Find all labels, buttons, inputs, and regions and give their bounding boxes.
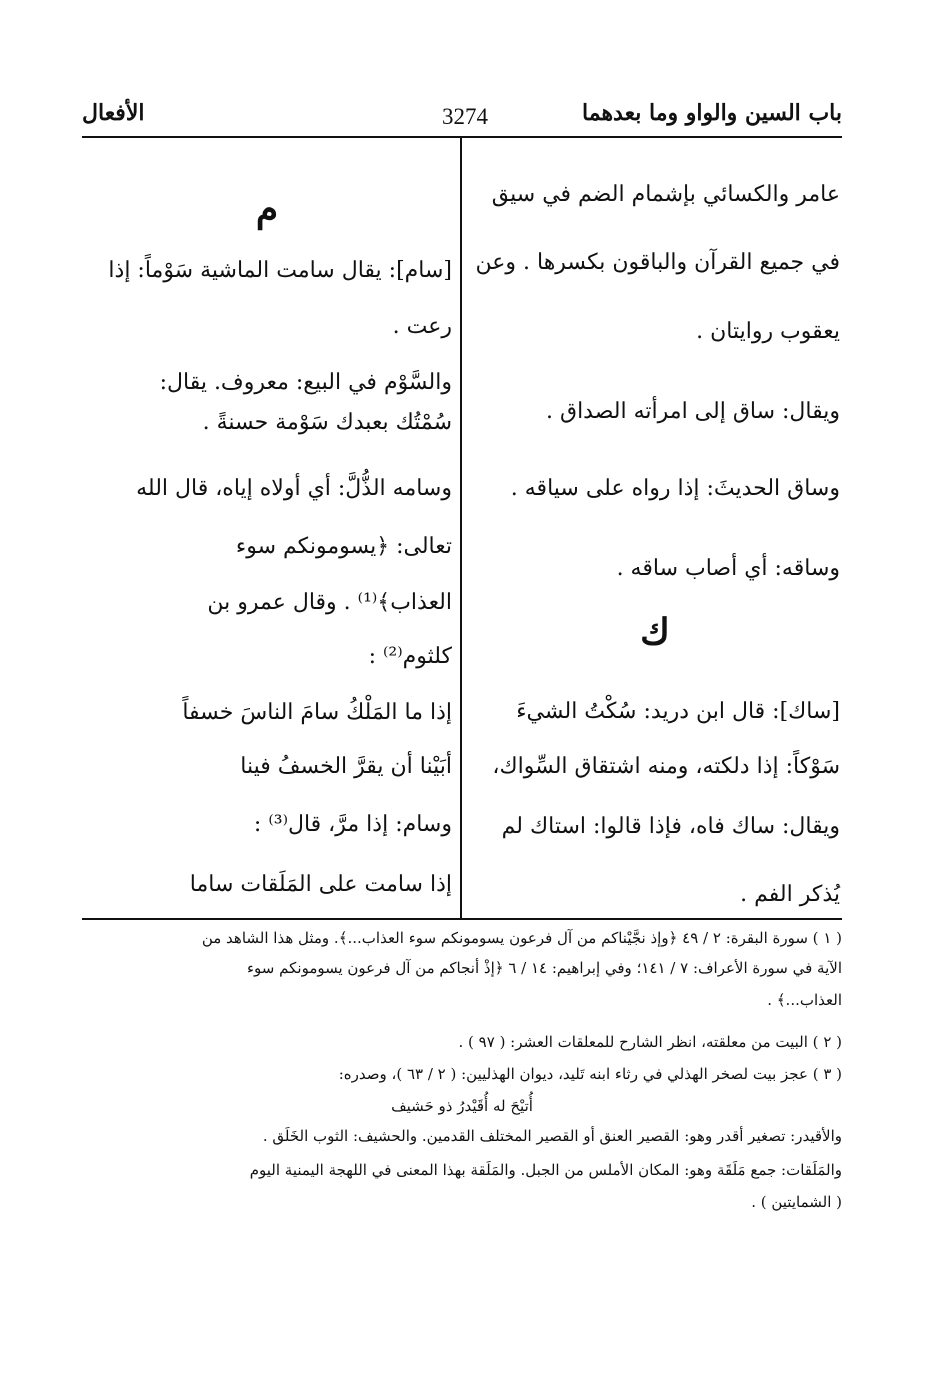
page-header [82,100,842,140]
text-line: في جميع القرآن والباقون بكسرها . وعن [475,250,840,275]
text-line: ويقال: ساق إلى امرأته الصداق . [546,399,840,424]
page-number: 3274 [442,104,488,129]
text-line: وساق الحديثَ: إذا رواه على سياقه . [510,476,840,501]
poem-verse: إذا سامت على المَلَقات ساما [189,872,452,897]
footnote-1-cont: الآية في سورة الأعراف: ٧ / ١٤١؛ وفي إبراهيم: ١٤ / ٦ ﴿إذْ أنجاكم من آل فرعون يسومونكم سوء [246,959,842,977]
text-line: [سام]: يقال سامت الماشية سَوْماً: إذا [108,258,452,283]
header-rule [82,136,842,138]
poem-verse: أبَيْنا أن يقرَّ الخسفُ فينا [240,754,452,779]
left-column [82,150,452,915]
text-line: سُمْتُك بعبدك سَوْمة حسنةً . [202,410,452,435]
text-line: وسام: إذا مرَّ، قال⁽³⁾ : [253,812,452,837]
text-line: كلثوم⁽²⁾ : [368,644,452,669]
text-line: والسَّوْم في البيع: معروف. يقال: [159,370,452,395]
text-line: سَوْكاً: إذا دلكته، ومنه اشتقاق السِّواك، [492,754,840,779]
footnote-3-cont: والمَلَقات: جمع مَلَقَة وهو: المكان الأملس من الجبل. والمَلَقة بهذا المعنى في اللهجة اليمنية اليوم [249,1161,842,1179]
right-column [470,150,840,915]
footnote-3-verse: أُتيْحَ له أُقَيْدرُ ذو حَشيف [391,1097,533,1115]
footnote-1: ( ١ ) سورة البقرة: ٢ / ٤٩ ﴿وإذ نجَّيْناكم من آل فرعون يسومونكم سوء العذاب...﴾. ومثل هذا الشاهد من [201,929,842,947]
text-line: رعت . [392,314,452,339]
poem-verse: إذا ما المَلْكُ سامَ الناسَ خسفاً [182,700,452,725]
section-letter: ك [640,611,670,653]
section-letter: م [255,188,279,230]
text-line: يعقوب روايتان . [696,319,840,344]
text-line: عامر والكسائي بإشمام الضم في سيق [491,182,840,207]
text-line: ويقال: ساك فاه، فإذا قالوا: استاك لم [501,814,840,839]
footnote-2: ( ٢ ) البيت من معلقته، انظر الشارح للمعلقات العشر: ( ٩٧ ) . [458,1033,842,1051]
text-line: [ساك]: قال ابن دريد: سُكْتُ الشيءَ [516,699,840,724]
section-title: الأفعال [82,100,145,126]
footnote-3-cont: والأقيدر: تصغير أقدر وهو: القصير العنق أو القصير المختلف القدمين. والحشيف: الثوب الخَلَق . [262,1127,842,1145]
footnote-1-cont: العذاب...﴾ . [767,991,842,1009]
text-line: تعالى: ﴿يسومونكم سوء [235,534,452,559]
footnote-3-cont: ( الشمايتين ) . [751,1193,842,1211]
column-divider [460,137,462,919]
text-line: يُذكر الفم . [740,882,840,907]
text-line: وسامه الذُّلَّ: أي أولاه إياه، قال الله [136,476,452,501]
footnote-3: ( ٣ ) عجز بيت لصخر الهذلي في رثاء ابنه تَليد، ديوان الهذليين: ( ٢ / ٦٣ )، وصدره: [338,1065,842,1083]
footnote-rule [82,918,842,920]
text-line: العذاب﴾⁽¹⁾ . وقال عمرو بن [207,590,452,615]
chapter-title: باب السين والواو وما بعدهما [582,100,842,126]
text-line: وساقه: أي أصاب ساقه . [616,556,840,581]
